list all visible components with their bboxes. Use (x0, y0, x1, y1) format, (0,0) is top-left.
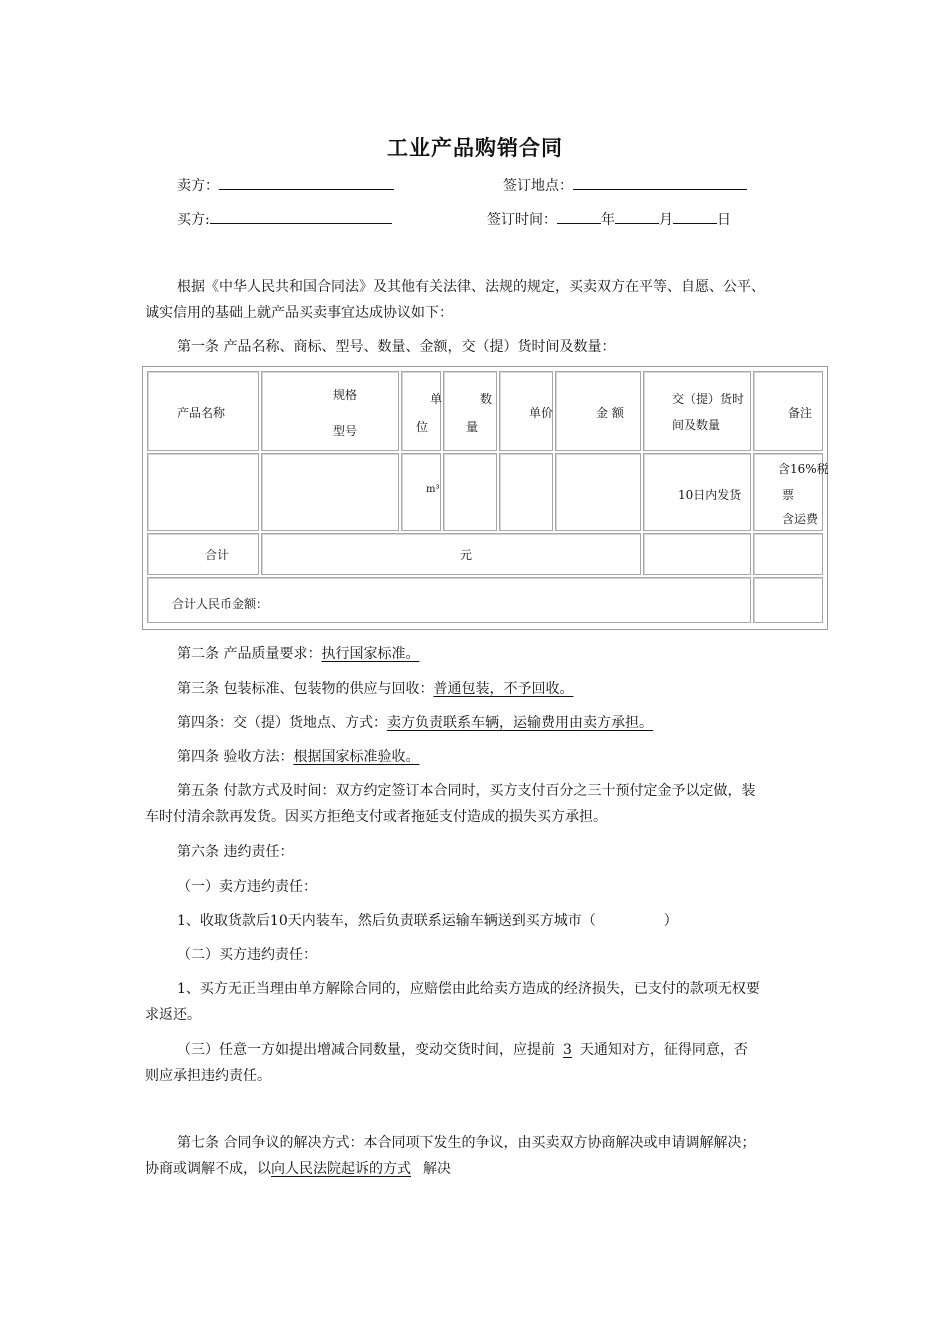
th-quantity-text-2: 量 (466, 420, 479, 434)
article-4b-value: 根据国家标准验收。 (293, 749, 420, 765)
article-2-value: 执行国家标准。 (321, 646, 420, 662)
article-6-1-close: ） (663, 913, 678, 929)
td-unit-text: m³ (426, 484, 440, 495)
th-spec (261, 371, 399, 451)
td-remark-text-3: 含运费 (782, 512, 819, 526)
article-6: 第六条 违约责任： (177, 844, 294, 860)
article-4b-label: 第四条 验收方法： (177, 749, 294, 765)
th-product-name-text: 产品名称 (177, 406, 226, 420)
intro-line-1: 根据《中华人民共和国合同法》及其他有关法律、法规的规定，买卖双方在平等、自愿、公平、 (177, 279, 765, 295)
article-2 (177, 643, 419, 663)
td-unit[interactable] (401, 453, 441, 531)
th-quantity (443, 371, 497, 451)
sign-time-label: 签订时间： (487, 212, 557, 228)
notice-days: 3 (563, 1042, 572, 1058)
td-remark-text-2: 票 (782, 488, 795, 502)
td-amount[interactable] (555, 453, 641, 531)
article-3-value: 普通包装，不予回收。 (433, 681, 574, 697)
document-title: 工业产品购销合同 (387, 136, 563, 160)
dispute-method: 向人民法院起诉的方式 (271, 1161, 411, 1177)
th-delivery-text-1: 交（提）货时 (672, 392, 745, 406)
article-6-3-pre: （三）任意一方如提出增减合同数量，变动交货时间，应提前 (177, 1042, 555, 1058)
article-7-line-1: 第七条 合同争议的解决方式：本合同项下发生的争议，由买卖双方协商解决或申请调解解决； (177, 1135, 756, 1151)
sign-place-label: 签订地点： (503, 178, 573, 194)
buyer-label: 买方: (177, 212, 210, 228)
article-6-1-head: （一）卖方违约责任： (177, 879, 317, 895)
td-rmb-remark[interactable] (753, 577, 823, 623)
article-6-1-item-text: 1、收取货款后10天内装车，然后负责联系运输车辆送到买方城市（ (177, 913, 596, 929)
article-7-post: 解决 (423, 1161, 451, 1177)
article-2-label: 第二条 产品质量要求： (177, 646, 322, 662)
td-total-remark[interactable] (753, 533, 823, 575)
td-quantity[interactable] (443, 453, 497, 531)
article-6-2-line-1: 1、买方无正当理由单方解除合同的，应赔偿由此给卖方造成的经济损失，已支付的款项无权要 (177, 981, 760, 997)
th-quantity-text-1: 数 (480, 392, 493, 406)
td-remark[interactable] (753, 453, 829, 531)
article-3 (177, 678, 573, 698)
article-6-3-line-2: 则应承担违约责任。 (145, 1068, 271, 1084)
month-blank[interactable] (615, 208, 659, 224)
article-4-label: 第四条：交（提）货地点、方式： (177, 715, 387, 731)
article-6-2-head: （二）买方违约责任： (177, 947, 317, 963)
td-product-name[interactable] (147, 453, 259, 531)
article-6-3-post: 天通知对方，征得同意，否 (579, 1042, 748, 1058)
sign-place-field (503, 174, 747, 195)
th-product-name (147, 371, 259, 451)
th-remark (753, 371, 823, 451)
day-blank[interactable] (673, 208, 717, 224)
th-spec-text-2: 型号 (333, 424, 358, 438)
article-5-line-1: 第五条 付款方式及时间：双方约定签订本合同时，买方支付百分之三十预付定金予以定做，装 (177, 783, 756, 799)
td-rmb-amount[interactable] (147, 577, 751, 623)
article-7-pre: 协商或调解不成，以 (145, 1161, 271, 1177)
article-5-line-2: 车时付清余款再发货。因买方拒绝支付或者拖延支付造成的损失买方承担。 (145, 809, 607, 825)
td-total-label (147, 533, 259, 575)
article-6-3-line-1 (177, 1039, 748, 1059)
th-amount-text: 金 额 (596, 406, 624, 420)
th-unit-price-text: 单价 (529, 406, 554, 420)
td-rmb-label-text: 合计人民币金额： (172, 597, 269, 611)
seller-label: 卖方： (177, 178, 219, 194)
td-remark-text-1: 含16%税 (778, 462, 829, 476)
th-unit-text-2: 位 (416, 420, 429, 434)
month-label: 月 (659, 212, 673, 228)
article-7-line-2 (145, 1158, 451, 1178)
th-delivery (643, 371, 751, 451)
sign-place-blank[interactable] (573, 174, 747, 190)
seller-blank[interactable] (219, 174, 394, 190)
buyer-blank[interactable] (210, 208, 392, 224)
article-1: 第一条 产品名称、商标、型号、数量、金额，交（提）货时间及数量： (177, 339, 616, 355)
td-delivery[interactable] (643, 453, 751, 531)
intro-line-2: 诚实信用的基础上就产品买卖事宜达成协议如下： (145, 305, 453, 321)
day-label: 日 (717, 212, 731, 228)
td-delivery-text: 10日内发货 (678, 488, 742, 502)
article-4 (177, 712, 653, 732)
td-total-delivery[interactable] (643, 533, 751, 575)
th-unit (401, 371, 441, 451)
th-unit-price (499, 371, 553, 451)
sign-time-field (487, 208, 731, 229)
td-unit-price[interactable] (499, 453, 553, 531)
buyer-field (177, 208, 392, 229)
td-total-amount[interactable] (261, 533, 641, 575)
article-6-2-line-2: 求返还。 (145, 1007, 201, 1023)
th-unit-text-1: 单 (430, 392, 443, 406)
article-3-label: 第三条 包装标准、包装物的供应与回收： (177, 681, 434, 697)
th-remark-text: 备注 (788, 406, 813, 420)
td-total-label-text: 合计 (205, 548, 230, 562)
th-delivery-text-2: 间及数量 (672, 418, 721, 432)
year-blank[interactable] (557, 208, 601, 224)
article-6-1-item (177, 910, 678, 930)
seller-field (177, 174, 394, 195)
th-spec-text-1: 规格 (333, 388, 358, 402)
td-spec[interactable] (261, 453, 399, 531)
article-4b (177, 746, 419, 766)
th-amount (555, 371, 641, 451)
product-table (142, 366, 828, 630)
article-4-value: 卖方负责联系车辆，运输费用由卖方承担。 (387, 715, 653, 731)
td-total-unit-text: 元 (460, 548, 473, 562)
year-label: 年 (601, 212, 615, 228)
